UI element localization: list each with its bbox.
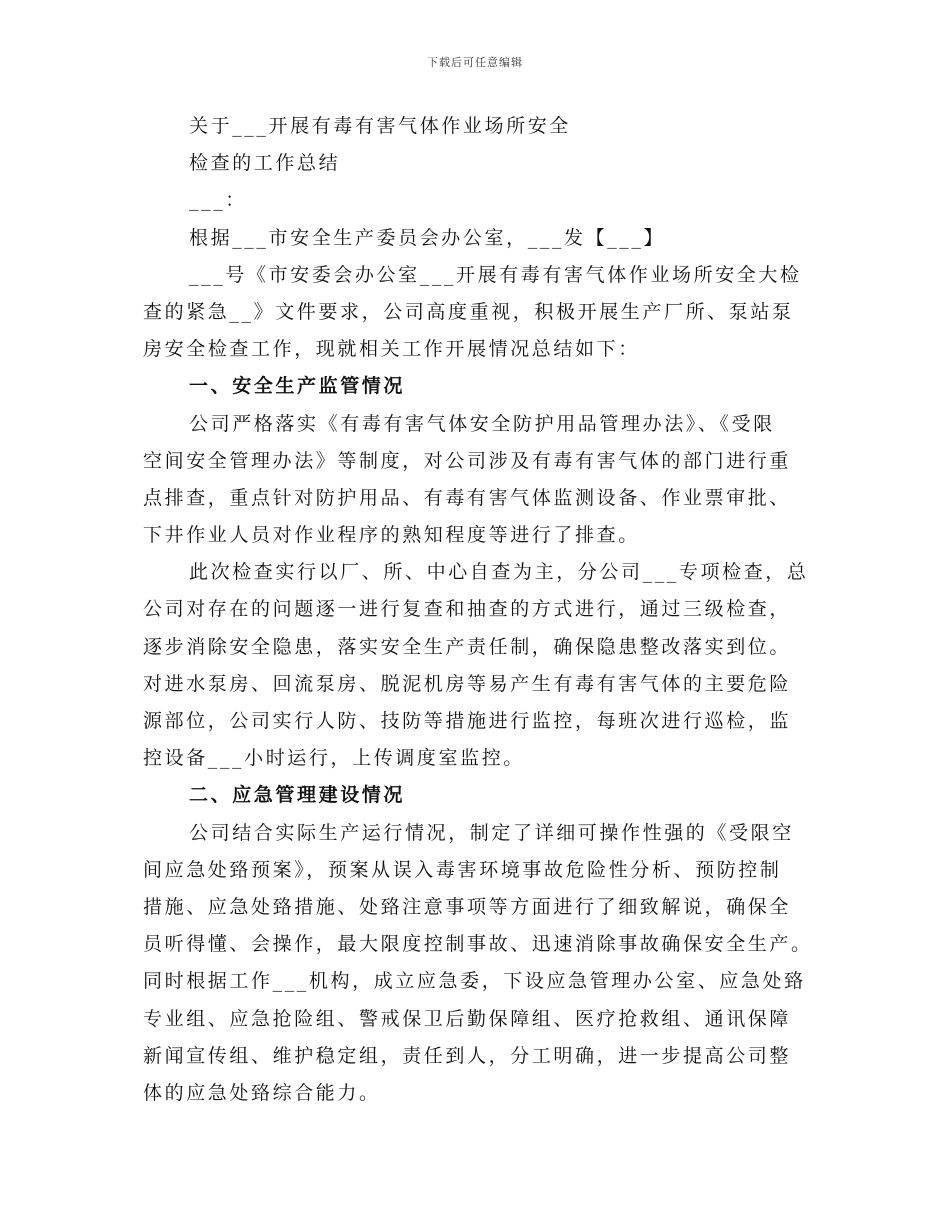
text-line: 查的紧急__》文件要求，公司高度重视，积极开展生产厂所、泵站泵	[143, 300, 794, 323]
text-line: 新闻宣传组、维护稳定组，责任到人，分工明确，进一步提高公司整	[143, 1044, 792, 1067]
text-line: 公司结合实际生产运行情况，制定了详细可操作性强的《受限空	[189, 821, 794, 844]
text-line: 此次检查实行以厂、所、中心自查为主，分公司___专项检查，总	[189, 561, 809, 584]
text-line: 公司对存在的问题逐一进行复查和抽查的方式进行，通过三级检查，	[143, 598, 792, 621]
text-line: 公司严格落实《有毒有害气体安全防护用品管理办法》、《受限	[189, 412, 775, 435]
document-body	[143, 108, 815, 1112]
text-line: 控设备___小时运行，上传调度室监控。	[143, 747, 525, 770]
text-line: 检查的工作总结	[189, 152, 341, 175]
text-line: 点排查，重点针对防护用品、有毒有害气体监测设备、作业票审批、	[143, 486, 792, 509]
text-line: 员听得懂、会操作，最大限度控制事故、迅速消除事故确保安全生产。	[143, 933, 813, 956]
text-line: ___：	[189, 189, 247, 212]
text-line: 源部位，公司实行人防、技防等措施进行监控，每班次进行巡检，监	[143, 710, 792, 732]
text-line: 措施、应急处臵措施、处臵注意事项等方面进行了细致解说，确保全	[143, 895, 792, 918]
text-line: 下井作业人员对作业程序的熟知程度等进行了排查。	[143, 524, 640, 547]
text-line: 同时根据工作___机构，成立应急委，下设应急管理办公室、应急处臵	[143, 970, 806, 993]
text-line: 房安全检查工作，现就相关工作开展情况总结如下：	[143, 338, 640, 361]
text-line: ___号《市安委会办公室___开展有毒有害气体作业场所安全大检	[189, 263, 802, 286]
page-header: 下载后可任意编辑	[427, 56, 523, 69]
text-line: 关于___开展有毒有害气体作业场所安全	[189, 115, 571, 137]
section-heading: 二、应急管理建设情况	[189, 784, 406, 807]
text-line: 逐步消除安全隐患，落实安全生产责任制，确保隐患整改落实到位。	[143, 635, 792, 658]
text-line: 对进水泵房、回流泵房、脱泥机房等易产生有毒有害气体的主要危险	[143, 672, 792, 695]
text-line: 间应急处臵预案》，预案从误入毒害环境事故危险性分析、预防控制	[143, 858, 782, 881]
text-line: 体的应急处臵综合能力。	[143, 1081, 381, 1104]
section-heading: 一、安全生产监管情况	[189, 375, 406, 398]
text-line: 根据___市安全生产委员会办公室，___发【___】	[189, 226, 666, 249]
text-line: 空间安全管理办法》等制度，对公司涉及有毒有害气体的部门进行重	[143, 449, 792, 472]
text-line: 专业组、应急抢险组、警戒保卫后勤保障组、医疗抢救组、通讯保障	[143, 1007, 792, 1030]
